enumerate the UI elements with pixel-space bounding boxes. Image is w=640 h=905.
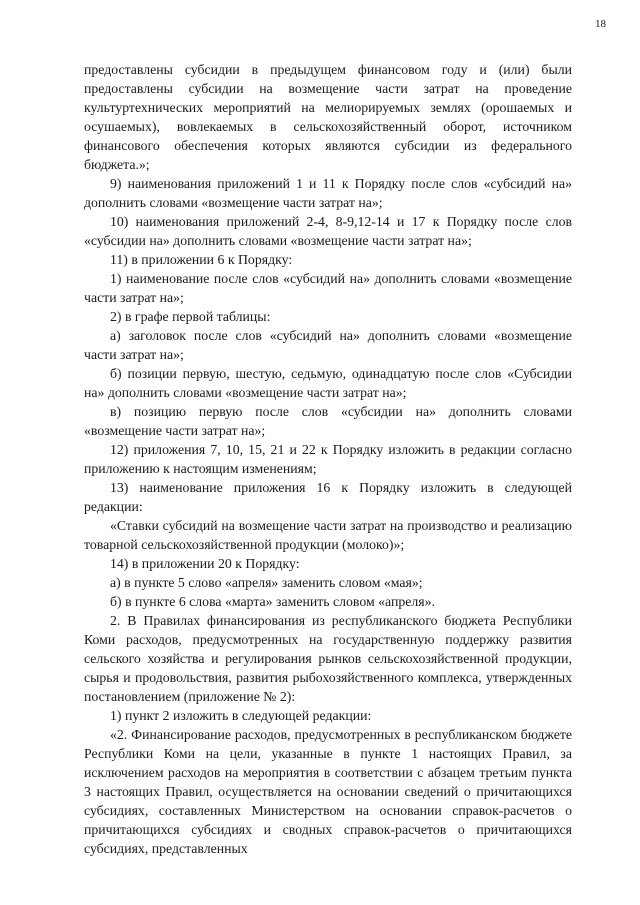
paragraph-subitem-a-2: а) в пункте 5 слово «апреля» заменить словом «мая»; [110, 575, 423, 590]
paragraph-section-2-item-1: 1) пункт 2 изложить в следующей редакции: [110, 708, 372, 723]
paragraph-subitem-1: 1) наименование после слов «субсидий на» дополнить словами «возмещение части затрат на»; [84, 271, 572, 305]
paragraph-quote-financing: «2. Финансирование расходов, предусмотренных в республиканском бюджете Республики Коми на цели, указанные в пункте 1 настоящих Правил, за исключением расходов на мероприятия в соответствии с абзацем третьим пункта 3 настоящих Правил, осуществляется на основании сведений о причитающихся субсидиях, составленных Министерством на основании справок-расчетов о причитающихся субсидиях и сводных справок-расчетов о причитающихся субсидиях, представленных [84, 727, 572, 856]
paragraph-section-2: 2. В Правилах финансирования из республиканского бюджета Республики Коми расходов, предусмотренных на государственную поддержку развития сельского хозяйства и регулирования рынков сельскохозяйственной продукции, сырья и продовольствия, развития рыбохозяйственного комплекса, утвержденных постановлением (приложение № 2): [84, 613, 572, 704]
paragraph-quote-title: «Ставки субсидий на возмещение части затрат на производство и реализацию товарной сельскохозяйственной продукции (молоко)»; [84, 518, 572, 552]
page-number: 18 [595, 18, 606, 30]
paragraph-item-14: 14) в приложении 20 к Порядку: [110, 556, 300, 571]
paragraph-item-9: 9) наименования приложений 1 и 11 к Порядку после слов «субсидий на» дополнить словами «возмещение части затрат на»; [84, 176, 572, 210]
paragraph-continuation: предоставлены субсидии в предыдущем финансовом году и (или) были предоставлены субсидии на возмещение части затрат на проведение культуртехнических мероприятий на мелиорируемых землях (орошаемых и осушаемых), вовлекаемых в сельскохозяйственный оборот, источником финансового обеспечения которых являются субсидии из федерального бюджета.»; [84, 62, 572, 172]
paragraph-item-11: 11) в приложении 6 к Порядку: [110, 252, 293, 267]
paragraph-subitem-b-2: б) в пункте 6 слова «марта» заменить словом «апреля». [110, 594, 435, 609]
paragraph-subitem-2: 2) в графе первой таблицы: [110, 309, 271, 324]
paragraph-subitem-b: б) позиции первую, шестую, седьмую, одинадцатую после слов «Субсидии на» дополнить словами «возмещение части затрат на»; [84, 366, 572, 400]
paragraph-item-10: 10) наименования приложений 2-4, 8-9,12-14 и 17 к Порядку после слов «субсидии на» дополнить словами «возмещение части затрат на»; [84, 214, 572, 248]
paragraph-subitem-v: в) позицию первую после слов «субсидии на» дополнить словами «возмещение части затрат на»; [84, 404, 572, 438]
paragraph-item-12: 12) приложения 7, 10, 15, 21 и 22 к Порядку изложить в редакции согласно приложению к настоящим изменениям; [84, 442, 572, 476]
paragraph-item-13: 13) наименование приложения 16 к Порядку изложить в следующей редакции: [84, 480, 572, 514]
paragraph-subitem-a: а) заголовок после слов «субсидий на» дополнить словами «возмещение части затрат на»; [84, 328, 572, 362]
document-body [84, 60, 572, 858]
